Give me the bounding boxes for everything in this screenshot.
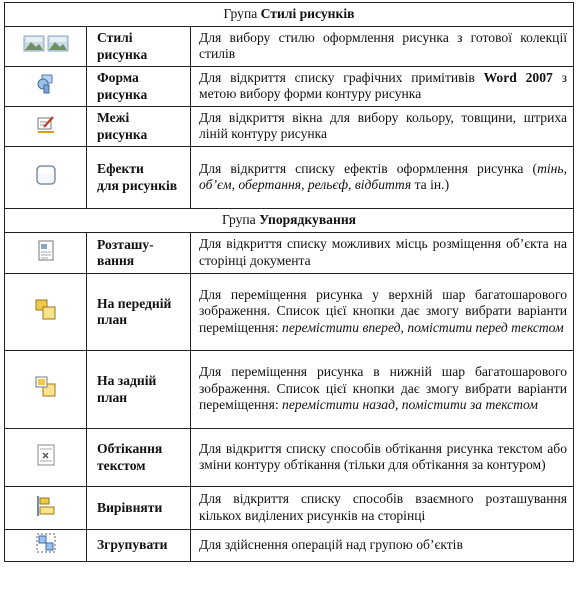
icon-cell bbox=[5, 233, 87, 274]
command-description bbox=[191, 351, 574, 429]
table-row bbox=[5, 67, 574, 107]
description-text: Для відкриття списку ефектів оформлення рисунка ( bbox=[199, 160, 538, 176]
command-name-line1: На передній bbox=[97, 295, 172, 311]
command-name-line1: Ефекти bbox=[97, 161, 144, 176]
command-name bbox=[87, 530, 191, 562]
command-name-line2: рисунка bbox=[97, 46, 148, 62]
command-name-line2: рисунка bbox=[97, 86, 148, 102]
command-name-line2: рисунка bbox=[97, 126, 148, 142]
command-name-line2: план bbox=[97, 312, 128, 327]
group-header-cell bbox=[5, 209, 574, 233]
command-name-line1: Вирівняти bbox=[97, 499, 163, 515]
command-name bbox=[87, 67, 191, 107]
command-name-line1: Форма bbox=[97, 70, 139, 85]
command-description: Для відкриття списку можливих місць розміщення об’єкта на сторінці документа bbox=[191, 233, 574, 274]
icon-cell bbox=[5, 487, 87, 530]
align-icon bbox=[35, 495, 57, 522]
command-name-line1: Розташу- bbox=[97, 236, 154, 252]
command-name bbox=[87, 27, 191, 67]
command-description: Для відкриття вікна для вибору кольору, товщини, штриха ліній контуру рисунка bbox=[191, 107, 574, 147]
icon-cell bbox=[5, 530, 87, 562]
group-name: Упорядкування bbox=[259, 212, 356, 228]
table-row bbox=[5, 27, 574, 67]
text-wrapping-icon bbox=[36, 444, 56, 471]
command-name bbox=[87, 107, 191, 147]
icon-cell bbox=[5, 429, 87, 487]
command-name bbox=[87, 233, 191, 274]
command-name bbox=[87, 351, 191, 429]
command-description bbox=[191, 274, 574, 351]
description-text: Для переміщення рисунка в нижній шар багатошарового зображення. Список цієї кнопки дає змогу вибрати варіанти переміщення: bbox=[199, 364, 567, 413]
description-italic-text: тінь, об’єм, обертання, рельєф, відбиття bbox=[199, 160, 567, 192]
description-text: Для переміщення рисунка у верхній шар багатошарового зображення. Список цієї кнопки дає змогу вибрати варіанти переміщення: bbox=[199, 286, 567, 335]
group-header-cell bbox=[5, 3, 574, 27]
icon-cell bbox=[5, 27, 87, 67]
command-name bbox=[87, 487, 191, 530]
command-name bbox=[87, 274, 191, 351]
icon-cell bbox=[5, 107, 87, 147]
command-description: Для відкриття списку способів взаємного розташування кількох виділених рисунків на сторінці bbox=[191, 487, 574, 530]
description-text: Для відкриття списку графічних примітивів bbox=[199, 69, 475, 85]
description-text: з метою вибору форми контуру рисунка bbox=[199, 69, 567, 101]
picture-styles-icon bbox=[23, 34, 69, 59]
description-text: та ін.) bbox=[414, 177, 450, 192]
icon-cell bbox=[5, 351, 87, 429]
command-name bbox=[87, 429, 191, 487]
group-prefix: Група bbox=[221, 212, 256, 228]
bring-to-front-icon bbox=[35, 299, 57, 326]
group-icon bbox=[35, 532, 57, 559]
position-icon bbox=[36, 240, 56, 267]
command-description: Для здійснення операцій над групою об’єктів bbox=[191, 530, 574, 562]
command-name-line1: Обтікання bbox=[97, 441, 163, 456]
group-prefix: Група bbox=[223, 6, 258, 22]
picture-shape-icon bbox=[36, 74, 56, 99]
table-row bbox=[5, 274, 574, 351]
table-row bbox=[5, 487, 574, 530]
command-description bbox=[191, 147, 574, 209]
table-row bbox=[5, 233, 574, 274]
table-row bbox=[5, 107, 574, 147]
table-row bbox=[5, 147, 574, 209]
command-name-line2: вання bbox=[97, 253, 135, 268]
icon-cell bbox=[5, 274, 87, 351]
command-name-line1: На задній bbox=[97, 373, 157, 388]
command-name-line1: Межі bbox=[97, 110, 130, 125]
command-description bbox=[191, 67, 574, 107]
picture-border-icon bbox=[36, 114, 56, 139]
picture-effects-icon bbox=[35, 164, 57, 191]
group-name: Стилі рисунків bbox=[260, 6, 355, 22]
command-description: Для вибору стилю оформлення рисунка з готової колекції стилів bbox=[191, 27, 574, 67]
ribbon-commands-table bbox=[4, 2, 574, 562]
group-header-arrange bbox=[5, 209, 574, 233]
description-italic-text: перемістити назад, помістити за текстом bbox=[282, 397, 538, 413]
send-to-back-icon bbox=[35, 376, 57, 403]
table-row bbox=[5, 530, 574, 562]
description-bold-text: Word 2007 bbox=[483, 69, 553, 85]
description-italic-text: перемістити вперед, помістити перед текстом bbox=[282, 319, 564, 335]
command-name bbox=[87, 147, 191, 209]
command-name-line2: план bbox=[97, 389, 128, 405]
table-row bbox=[5, 351, 574, 429]
command-name-line1: Стилі bbox=[97, 30, 133, 45]
command-name-line2: текстом bbox=[97, 457, 146, 473]
group-header-picture-styles bbox=[5, 3, 574, 27]
icon-cell bbox=[5, 147, 87, 209]
icon-cell bbox=[5, 67, 87, 107]
command-description: Для відкриття списку способів обтікання рисунка текстом або зміни контуру обтікання (тільки для обтікання за контуром) bbox=[191, 429, 574, 487]
command-name-line1: Згрупувати bbox=[97, 537, 168, 553]
command-name-line2: для рисунків bbox=[97, 177, 178, 193]
table-row bbox=[5, 429, 574, 487]
